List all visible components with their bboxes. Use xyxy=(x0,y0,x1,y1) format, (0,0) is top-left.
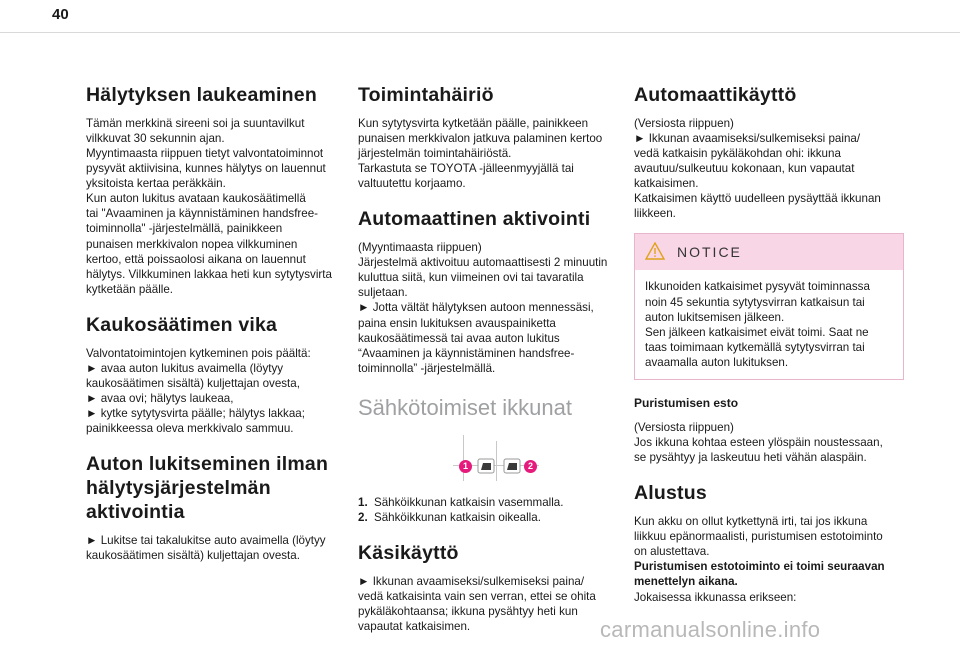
section-title-lock-without-alarm: Auton lukitseminen ilman hälytysjärjestelmän aktivointia xyxy=(86,453,329,523)
callout-2: 2 xyxy=(524,460,537,473)
section-title-automatic-operation: Automaattikäyttö xyxy=(634,84,797,106)
subsection-body-anti-pinch: (Versiosta riippuen) Jos ikkuna kohtaa esteen ylöspäin noustessaan, se pysähtyy ja laskeutuu heti vähän alaspäin. xyxy=(634,421,883,465)
callout-1: 1 xyxy=(459,460,472,473)
section-body-automatic-operation: (Versiosta riippuen) ► Ikkunan avaamiseksi/sulkemiseksi paina/ vedä katkaisin pykäläkohdan ohi: ikkuna avautuu/sulkeutuu kokonaan, kun vapautat katkaisimen. Katkaisimen käyttö uudelleen pysäyttää ikkunan liikkeen. xyxy=(634,116,881,221)
notice-header xyxy=(635,234,903,270)
watermark: carmanualsonline.info xyxy=(600,617,821,642)
section-body-initialisation: Kun akku on ollut kytkettynä irti, tai jos ikkuna liikkuu epänormaalisti, puristumisen estotoiminto on alustettava. xyxy=(634,515,883,559)
section-body-initialisation-warning: Puristumisen estotoiminto ei toimi seuraavan menettelyn aikana. xyxy=(634,560,885,589)
notice-title: NOTICE xyxy=(677,244,742,261)
figure-line xyxy=(463,435,464,481)
page-number: 40 xyxy=(52,6,69,23)
section-body-alarm-triggered: Tämän merkkinä sireeni soi ja suuntavilkut vilkkuvat 30 sekunnin ajan. Myyntimaasta riippuen tietyt valvontatoiminnot pysyvät aktiivisina, kunnes hälytys on lauennut yksitoista kertaa peräkkäin. Kun auton lukitus avataan kaukosäätimellä tai "Avaaminen ja käynnistäminen handsfree- toiminnolla" -järjestelmällä, painikkeen punaisen merkkivalon nopea vilkkuminen kertoo, että poissaolosi aikana on lauennut hälytys. Vilkkuminen lakkaa heti kun sytytysvirta kytketään päälle. xyxy=(86,116,332,296)
figure-line xyxy=(496,441,497,481)
section-body-lock-without-alarm: ► Lukitse tai takalukitse auto avaimella (löytyy kaukosäätimen sisältä) kuljettajan ovesta. xyxy=(86,533,326,562)
list-item xyxy=(358,510,628,525)
list-item-text: Sähköikkunan katkaisin oikealla. xyxy=(374,510,541,524)
section-title-remote-fault: Kaukosäätimen vika xyxy=(86,313,278,336)
section-body-auto-activation: (Myyntimaasta riippuen) Järjestelmä aktivoituu automaattisesti 2 minuutin kuluttua siitä, kun viimeinen ovi tai tavaratila suljetaan. ► Jotta vältät hälytyksen autoon mennessäsi, paina ensin lukituksen avauspainiketta kaukosäätimessä tai avaa auton lukitus “Avaaminen ja käynnistäminen handsfree- toiminnolla” -järjestelmällä. xyxy=(358,241,608,375)
section-title-alarm-triggered: Hälytyksen laukeaminen xyxy=(86,84,317,106)
column-middle xyxy=(358,84,628,634)
section-title-auto-activation: Automaattinen aktivointi xyxy=(358,208,591,231)
list-item xyxy=(358,495,628,510)
warning-triangle-icon xyxy=(645,242,665,260)
section-body-remote-fault: Valvontatoimintojen kytkeminen pois päältä: ► avaa auton lukitus avaimella (löytyy kaukosäätimen sisältä) kuljettajan ovesta, ► avaa ovi; hälytys laukeaa, ► kytke sytytysvirta päälle; hälytys lakkaa; painikkeessa oleva merkkivalo sammuu. xyxy=(86,346,311,436)
notice-box xyxy=(634,233,904,380)
window-switch-right-icon xyxy=(503,458,521,474)
section-body-initialisation-tail: Jokaisessa ikkunassa erikseen: xyxy=(634,590,797,604)
section-title-malfunction: Toimintahäiriö xyxy=(358,84,494,106)
notice-body: Ikkunoiden katkaisimet pysyvät toiminnassa noin 45 sekuntia sytytysvirran katkaisun tai auton lukitsemisen jälkeen. Sen jälkeen katkaisimet eivät toimi. Saat ne taas toimimaan kytkemällä sytytysvirran tai avaamalla auton lukituksen. xyxy=(645,280,870,369)
section-body-manual-operation: ► Ikkunan avaamiseksi/sulkemiseksi paina/ vedä katkaisinta vain sen verran, ettei se ohita pykäläkohtaansa; ikkuna pysähtyy heti kun vapautat katkaisimen. xyxy=(358,574,596,634)
subsection-title-anti-pinch: Puristumisen esto xyxy=(634,396,739,410)
section-body-malfunction: Kun sytytysvirta kytketään päälle, painikkeen punaisen merkkivalon jatkuva palaminen kertoo järjestelmän toimintahäiriöstä. Tarkastuta se TOYOTA -jälleenmyyjällä tai valtuutettu korjaamo. xyxy=(358,116,603,191)
column-left xyxy=(86,84,356,563)
list-item-number: 1. xyxy=(358,495,368,509)
window-switch-figure xyxy=(453,435,539,481)
chapter-title-power-windows: Sähkötoimiset ikkunat xyxy=(358,394,572,420)
list-item-number: 2. xyxy=(358,510,368,524)
switch-legend-list xyxy=(358,495,628,525)
list-item-text: Sähköikkunan katkaisin vasemmalla. xyxy=(374,495,564,509)
column-right xyxy=(634,84,904,605)
window-switch-left-icon xyxy=(477,458,495,474)
section-title-manual-operation: Käsikäyttö xyxy=(358,542,459,565)
header-divider xyxy=(0,32,960,33)
section-title-initialisation: Alustus xyxy=(634,482,707,505)
